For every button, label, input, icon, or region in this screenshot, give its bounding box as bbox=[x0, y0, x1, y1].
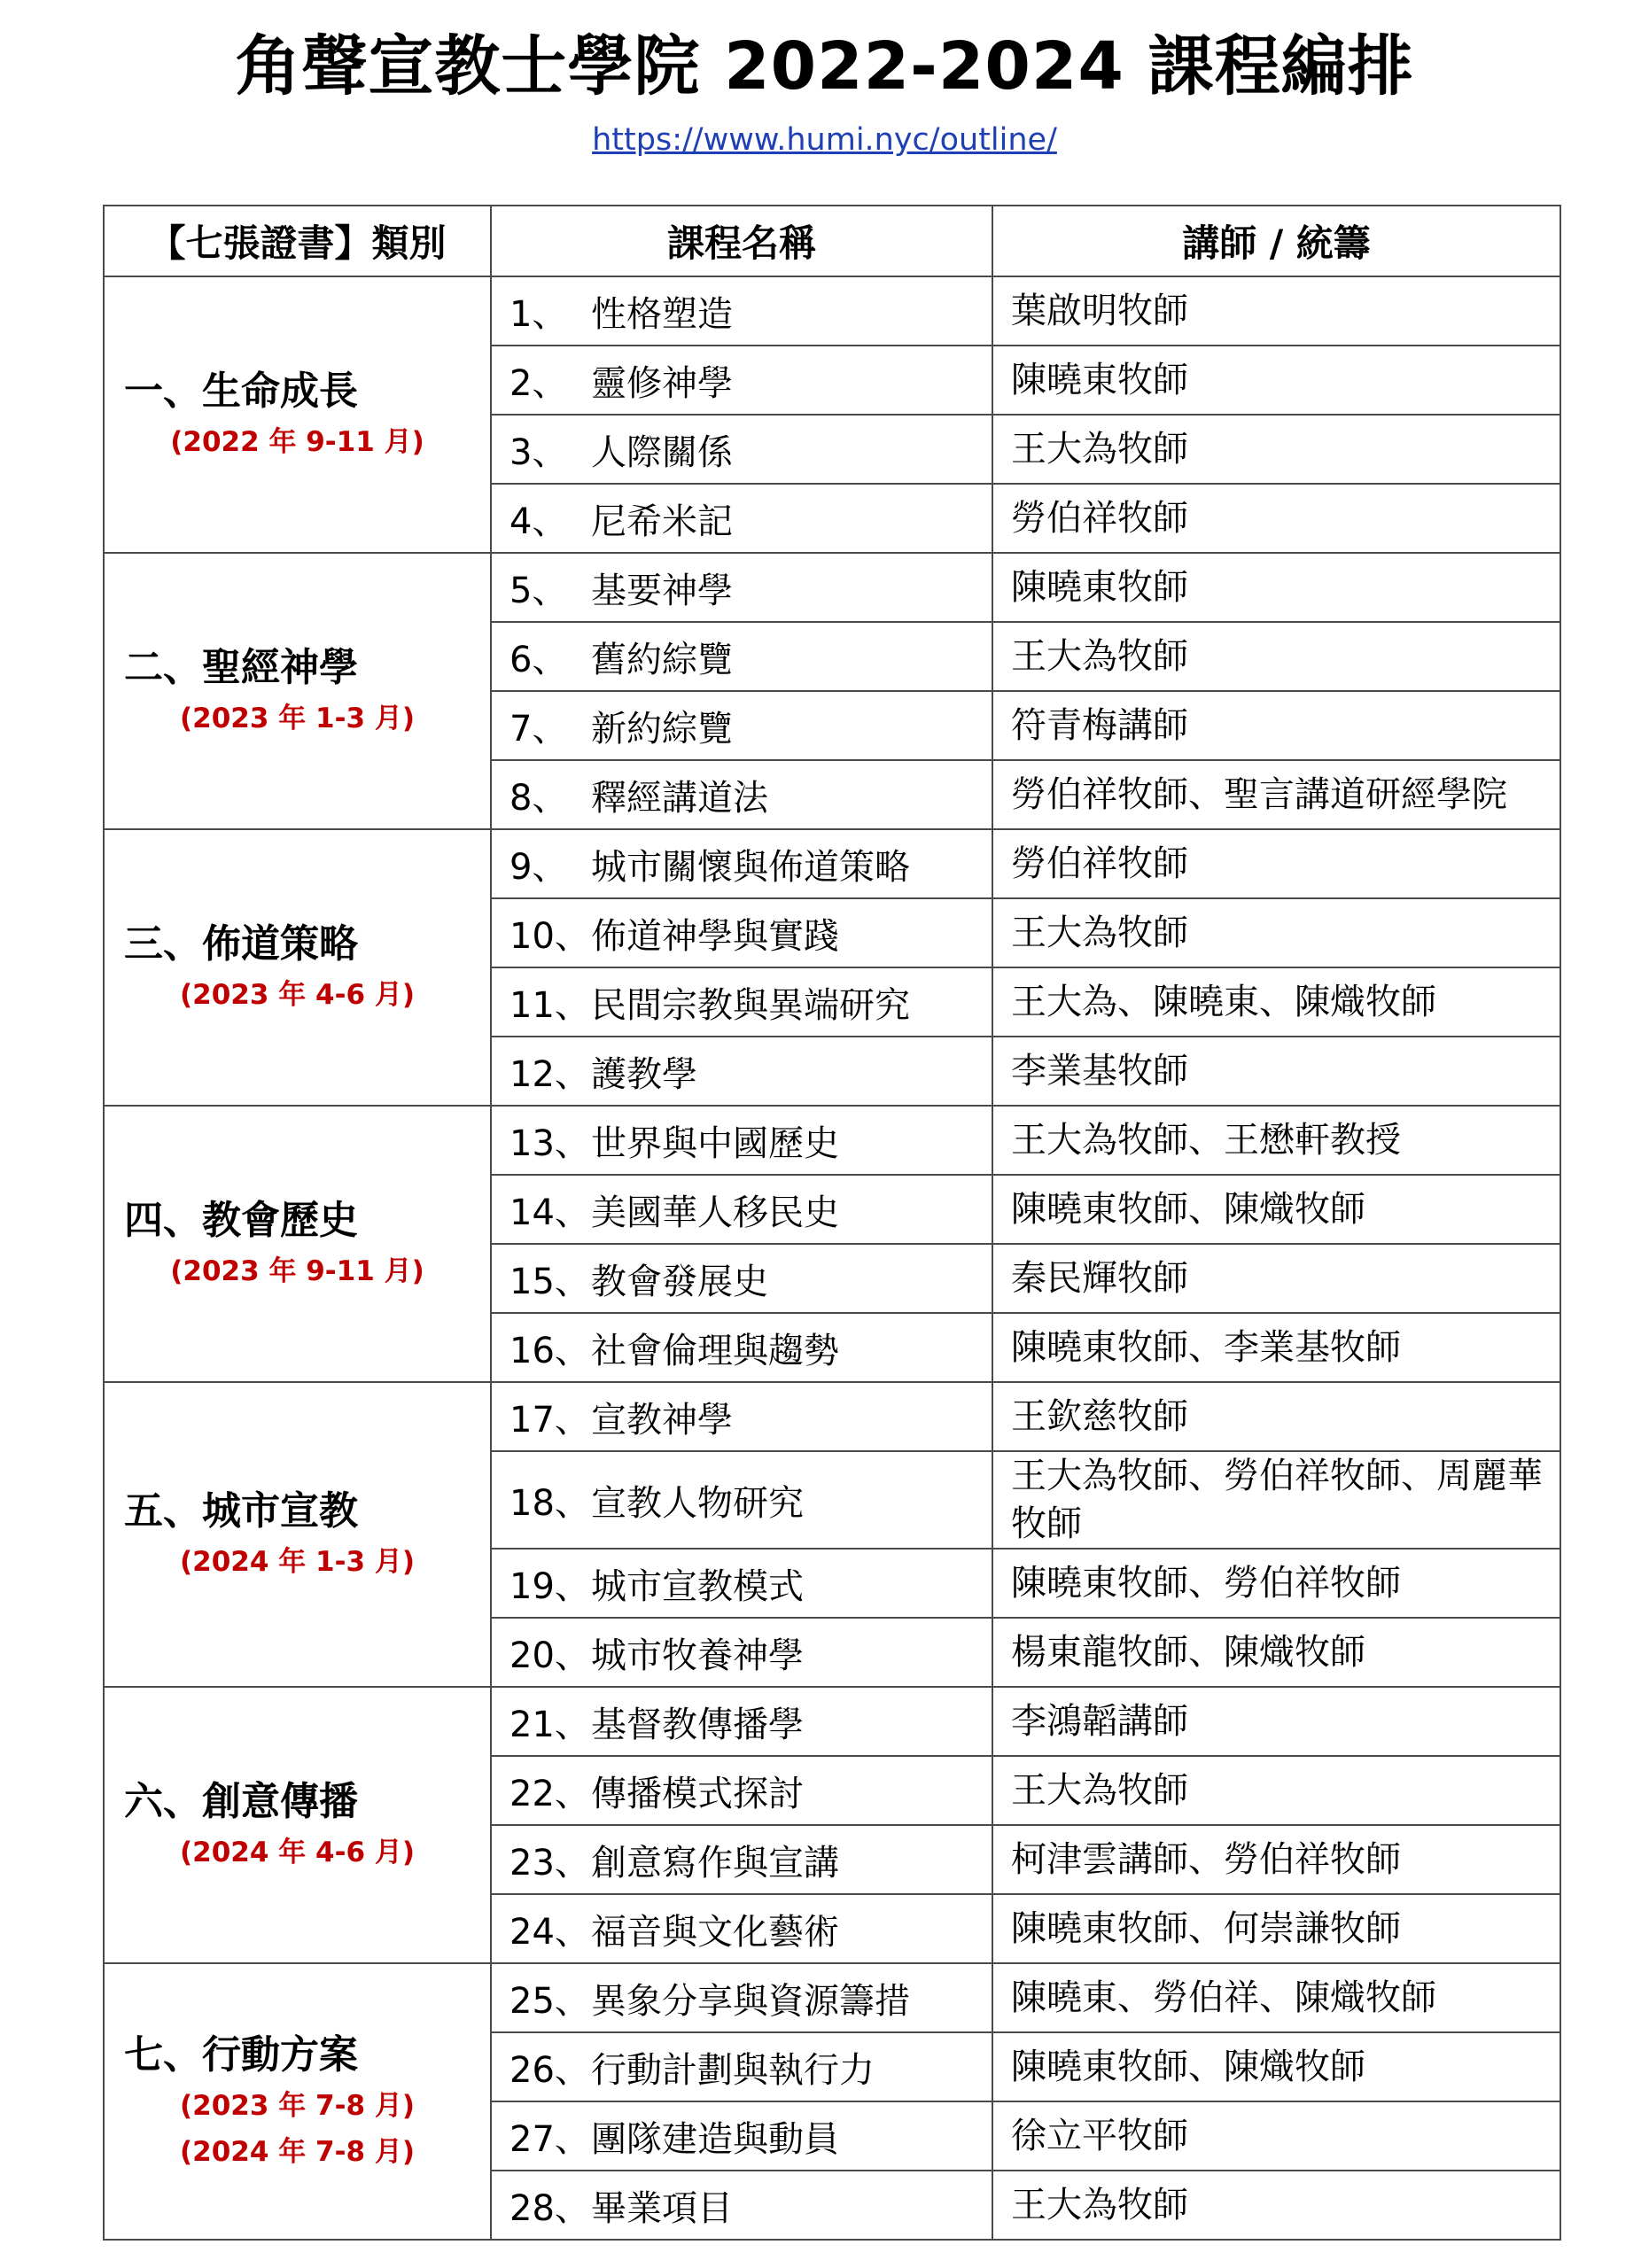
course-number: 3、 bbox=[509, 431, 568, 473]
instructor-cell: 陳曉東牧師、李業基牧師 bbox=[992, 1313, 1560, 1382]
course-name: 城市宣教模式 bbox=[591, 1565, 804, 1607]
course-number: 7、 bbox=[509, 708, 568, 750]
course-number: 19、 bbox=[509, 1565, 590, 1607]
instructor-cell: 王大為牧師 bbox=[992, 415, 1560, 484]
category-date: (2023 年 9-11 月) bbox=[170, 1255, 424, 1287]
course-cell bbox=[491, 415, 992, 484]
category-name: 七、行動方案 bbox=[124, 2032, 358, 2078]
instructor-cell: 柯津雲講師、勞伯祥牧師 bbox=[992, 1825, 1560, 1894]
course-number: 24、 bbox=[509, 1911, 590, 1953]
course-cell bbox=[491, 1037, 992, 1106]
schedule-body bbox=[104, 276, 1560, 2240]
course-number: 4、 bbox=[509, 501, 568, 542]
category-date: (2023 年 4-6 月) bbox=[180, 979, 415, 1011]
category-cell bbox=[104, 276, 491, 553]
course-name: 新約綜覽 bbox=[591, 708, 733, 750]
course-cell bbox=[491, 1451, 992, 1549]
header-instructor: 講師 / 統籌 bbox=[992, 206, 1560, 276]
course-name: 傳播模式探討 bbox=[591, 1773, 804, 1814]
course-cell bbox=[491, 2032, 992, 2101]
table-row bbox=[104, 829, 1560, 898]
course-name: 靈修神學 bbox=[591, 362, 733, 404]
instructor-cell: 葉啟明牧師 bbox=[992, 276, 1560, 346]
outline-link[interactable]: https://www.humi.nyc/outline/ bbox=[592, 122, 1057, 158]
category-cell bbox=[104, 1382, 491, 1687]
instructor-cell: 王欽慈牧師 bbox=[992, 1382, 1560, 1451]
table-row bbox=[104, 1382, 1560, 1451]
course-number: 26、 bbox=[509, 2049, 590, 2091]
category-date: (2022 年 9-11 月) bbox=[170, 426, 424, 458]
course-name: 福音與文化藝術 bbox=[591, 1911, 839, 1953]
course-name: 護教學 bbox=[591, 1053, 697, 1095]
course-number: 17、 bbox=[509, 1399, 590, 1441]
category-cell bbox=[104, 1963, 491, 2240]
course-cell bbox=[491, 276, 992, 346]
outline-url bbox=[0, 113, 1649, 167]
course-name: 佈道神學與實踐 bbox=[591, 915, 839, 957]
instructor-cell: 陳曉東牧師 bbox=[992, 553, 1560, 622]
category-date: (2023 年 7-8 月) bbox=[180, 2090, 415, 2122]
category-cell bbox=[104, 1106, 491, 1382]
instructor-cell: 王大為牧師、王懋軒教授 bbox=[992, 1106, 1560, 1175]
course-number: 10、 bbox=[509, 915, 590, 957]
course-cell bbox=[491, 1963, 992, 2032]
course-name: 基要神學 bbox=[591, 570, 733, 611]
instructor-cell: 勞伯祥牧師 bbox=[992, 829, 1560, 898]
course-name: 城市牧養神學 bbox=[591, 1635, 804, 1676]
course-number: 6、 bbox=[509, 639, 568, 680]
course-cell bbox=[491, 2171, 992, 2240]
course-number: 5、 bbox=[509, 570, 568, 611]
course-cell bbox=[491, 829, 992, 898]
instructor-cell: 陳曉東牧師、勞伯祥牧師 bbox=[992, 1549, 1560, 1618]
instructor-cell: 秦民輝牧師 bbox=[992, 1244, 1560, 1313]
course-cell bbox=[491, 622, 992, 691]
category-name: 四、教會歷史 bbox=[124, 1198, 358, 1243]
course-cell bbox=[491, 1549, 992, 1618]
course-number: 18、 bbox=[509, 1482, 590, 1524]
course-number: 21、 bbox=[509, 1704, 590, 1745]
category-date: (2024 年 1-3 月) bbox=[180, 1546, 415, 1578]
category-cell bbox=[104, 829, 491, 1106]
course-name: 尼希米記 bbox=[591, 501, 733, 542]
course-number: 8、 bbox=[509, 777, 568, 819]
course-cell bbox=[491, 1618, 992, 1687]
table-row bbox=[104, 1106, 1560, 1175]
category-name: 一、生命成長 bbox=[124, 369, 358, 414]
course-name: 人際關係 bbox=[591, 431, 733, 473]
course-number: 25、 bbox=[509, 1980, 590, 2022]
instructor-cell: 勞伯祥牧師、聖言講道研經學院 bbox=[992, 760, 1560, 829]
course-number: 14、 bbox=[509, 1192, 590, 1233]
category-name: 五、城市宣教 bbox=[124, 1488, 358, 1534]
course-cell bbox=[491, 2101, 992, 2171]
course-cell bbox=[491, 1687, 992, 1756]
course-number: 22、 bbox=[509, 1773, 590, 1814]
course-name: 釋經講道法 bbox=[591, 777, 768, 819]
course-cell bbox=[491, 898, 992, 967]
course-cell bbox=[491, 967, 992, 1037]
course-number: 27、 bbox=[509, 2118, 590, 2160]
category-date: (2024 年 7-8 月) bbox=[180, 2136, 415, 2168]
category-name: 三、佈道策略 bbox=[124, 921, 358, 967]
instructor-cell: 陳曉東牧師、何崇謙牧師 bbox=[992, 1894, 1560, 1963]
course-name: 教會發展史 bbox=[591, 1261, 768, 1302]
course-cell bbox=[491, 691, 992, 760]
header-row bbox=[104, 206, 1560, 276]
course-number: 9、 bbox=[509, 846, 568, 888]
course-cell bbox=[491, 1894, 992, 1963]
course-name: 社會倫理與趨勢 bbox=[591, 1330, 839, 1371]
instructor-cell: 勞伯祥牧師 bbox=[992, 484, 1560, 553]
instructor-cell: 王大為牧師 bbox=[992, 622, 1560, 691]
course-name: 基督教傳播學 bbox=[591, 1704, 804, 1745]
header-course-name: 課程名稱 bbox=[491, 206, 992, 276]
course-name: 團隊建造與動員 bbox=[591, 2118, 839, 2160]
instructor-cell: 陳曉東牧師 bbox=[992, 346, 1560, 415]
instructor-cell: 楊東龍牧師、陳熾牧師 bbox=[992, 1618, 1560, 1687]
instructor-cell: 王大為牧師、勞伯祥牧師、周麗華牧師 bbox=[992, 1451, 1560, 1549]
course-name: 舊約綜覽 bbox=[591, 639, 733, 680]
course-number: 28、 bbox=[509, 2187, 590, 2229]
instructor-cell: 王大為牧師 bbox=[992, 1756, 1560, 1825]
header-category: 【七張證書】類別 bbox=[104, 206, 491, 276]
instructor-cell: 王大為牧師 bbox=[992, 898, 1560, 967]
instructor-cell: 陳曉東牧師、陳熾牧師 bbox=[992, 1175, 1560, 1244]
table-row bbox=[104, 1963, 1560, 2032]
course-number: 11、 bbox=[509, 984, 590, 1026]
course-cell bbox=[491, 1106, 992, 1175]
course-cell bbox=[491, 760, 992, 829]
category-cell bbox=[104, 1687, 491, 1963]
instructor-cell: 符青梅講師 bbox=[992, 691, 1560, 760]
course-cell bbox=[491, 484, 992, 553]
category-cell bbox=[104, 553, 491, 829]
course-name: 創意寫作與宣講 bbox=[591, 1842, 839, 1884]
category-date: (2023 年 1-3 月) bbox=[180, 703, 415, 734]
instructor-cell: 王大為牧師 bbox=[992, 2171, 1560, 2240]
instructor-cell: 陳曉東牧師、陳熾牧師 bbox=[992, 2032, 1560, 2101]
course-schedule-table bbox=[103, 205, 1561, 2241]
course-name: 民間宗教與異端研究 bbox=[591, 984, 910, 1026]
course-cell bbox=[491, 1756, 992, 1825]
category-name: 二、聖經神學 bbox=[124, 645, 358, 690]
instructor-cell: 王大為、陳曉東、陳熾牧師 bbox=[992, 967, 1560, 1037]
course-name: 畢業項目 bbox=[591, 2187, 733, 2229]
course-cell bbox=[491, 346, 992, 415]
course-number: 1、 bbox=[509, 293, 568, 335]
table-row bbox=[104, 276, 1560, 346]
course-number: 16、 bbox=[509, 1330, 590, 1371]
course-name: 異象分享與資源籌措 bbox=[591, 1980, 910, 2022]
course-name: 宣教神學 bbox=[591, 1399, 733, 1441]
course-cell bbox=[491, 1825, 992, 1894]
course-cell bbox=[491, 553, 992, 622]
course-cell bbox=[491, 1313, 992, 1382]
course-number: 12、 bbox=[509, 1053, 590, 1095]
course-cell bbox=[491, 1382, 992, 1451]
course-cell bbox=[491, 1244, 992, 1313]
instructor-cell: 李業基牧師 bbox=[992, 1037, 1560, 1106]
course-name: 城市關懷與佈道策略 bbox=[591, 846, 910, 888]
course-number: 13、 bbox=[509, 1122, 590, 1164]
course-name: 行動計劃與執行力 bbox=[591, 2049, 875, 2091]
instructor-cell: 徐立平牧師 bbox=[992, 2101, 1560, 2171]
course-name: 宣教人物研究 bbox=[591, 1482, 804, 1524]
category-name: 六、創意傳播 bbox=[124, 1779, 358, 1824]
course-name: 美國華人移民史 bbox=[591, 1192, 839, 1233]
course-name: 性格塑造 bbox=[591, 293, 733, 335]
course-number: 20、 bbox=[509, 1635, 590, 1676]
table-row bbox=[104, 1687, 1560, 1756]
course-cell bbox=[491, 1175, 992, 1244]
course-number: 23、 bbox=[509, 1842, 590, 1884]
page-title: 角聲宣教士學院 2022-2024 課程編排 bbox=[235, 28, 1414, 105]
table-row bbox=[104, 553, 1560, 622]
instructor-cell: 陳曉東、勞伯祥、陳熾牧師 bbox=[992, 1963, 1560, 2032]
course-name: 世界與中國歷史 bbox=[591, 1122, 839, 1164]
course-number: 15、 bbox=[509, 1261, 590, 1302]
instructor-cell: 李鴻韜講師 bbox=[992, 1687, 1560, 1756]
category-date: (2024 年 4-6 月) bbox=[180, 1837, 415, 1868]
course-number: 2、 bbox=[509, 362, 568, 404]
